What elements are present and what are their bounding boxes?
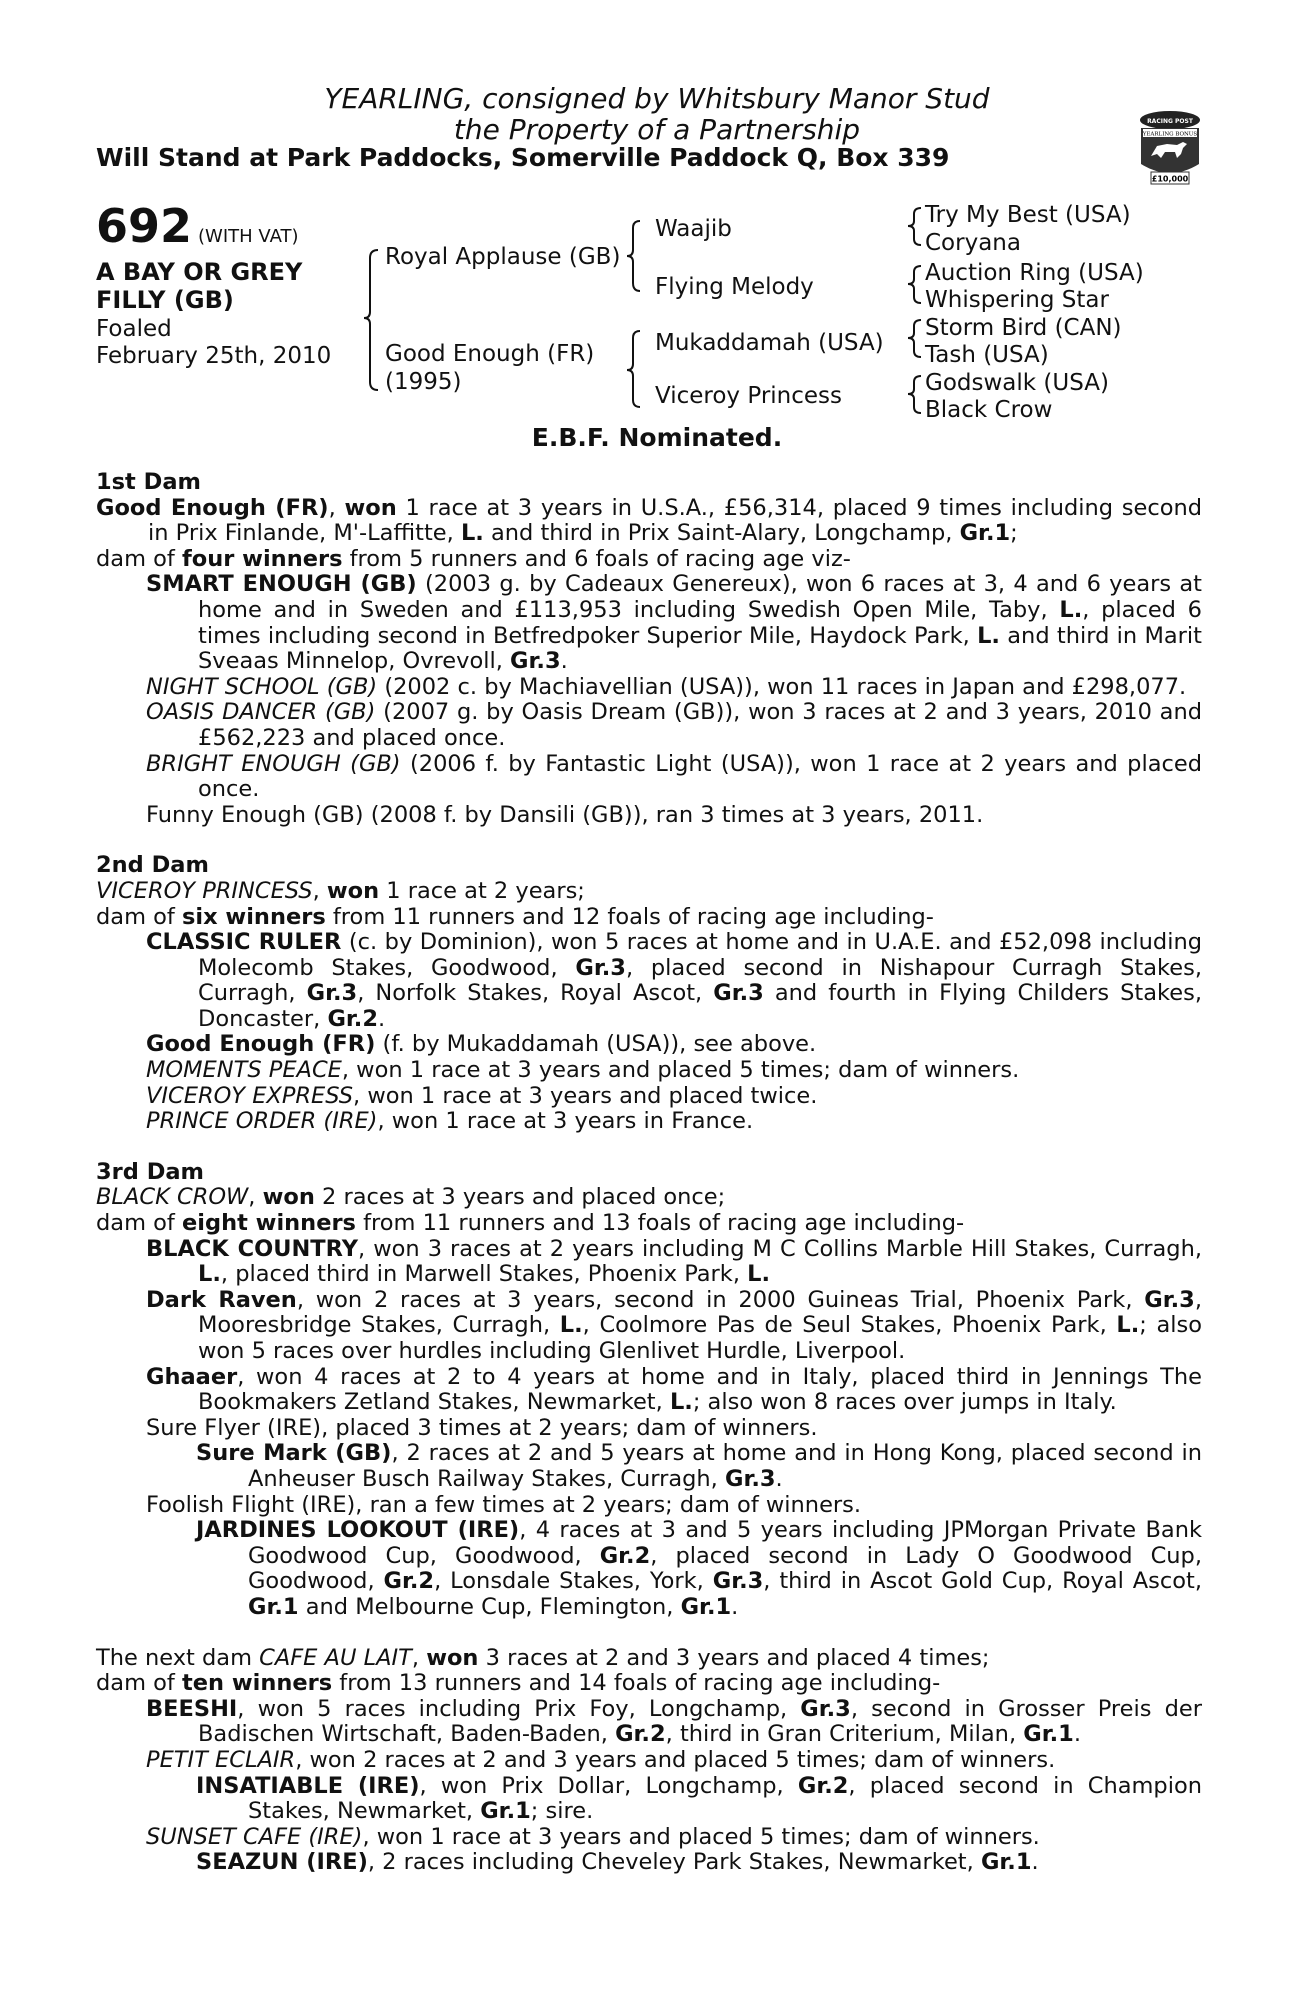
second-dam-produce-intro: dam of six winners from 11 runners and 12 foals of racing age including- bbox=[96, 903, 934, 930]
produce-entry: SUNSET CAFE (IRE), won 1 race at 3 years and placed 5 times; dam of winners. bbox=[146, 1823, 1040, 1850]
produce-entry: BRIGHT ENOUGH (GB) (2006 f. by Fantastic Light (USA)), won 1 race at 2 years and placed once. bbox=[146, 750, 1202, 803]
next-dam-para: The next dam CAFE AU LAIT, won 3 races at 2 and 3 years and placed 4 times; bbox=[96, 1644, 990, 1671]
produce-entry: OASIS DANCER (GB) (2007 g. by Oasis Dream (GB)), won 3 races at 2 and 3 years, 2010 and £562,223 and placed once. bbox=[146, 699, 1202, 751]
produce-entry: Foolish Flight (IRE), ran a few times at 2 years; dam of winners. bbox=[146, 1491, 862, 1518]
produce-entry: BLACK COUNTRY, won 3 races at 2 years including M C Collins Marble Hill Stakes, Curragh, L., placed third in Marwell Stakes, Phoenix Park, L. bbox=[146, 1235, 1202, 1288]
next-dam-produce-intro: dam of ten winners from 13 runners and 14 foals of racing age including- bbox=[96, 1670, 941, 1697]
ancestor-2: Coryana bbox=[925, 230, 1021, 256]
ebf-nominated: E.B.F. Nominated. bbox=[531, 423, 783, 452]
produce-entry: MOMENTS PEACE, won 1 race at 3 years and placed 5 times; dam of winners. bbox=[146, 1057, 1020, 1084]
produce-entry: INSATIABLE (IRE), won Prix Dollar, Longchamp, Gr.2, placed second in Champion Stakes, Newmarket, Gr.1; sire. bbox=[196, 1772, 1202, 1825]
produce-entry: Funny Enough (GB) (2008 f. by Dansili (GB)), ran 3 times at 3 years, 2011. bbox=[146, 801, 984, 828]
third-dam-para: BLACK CROW, won 2 races at 3 years and placed once; bbox=[96, 1184, 726, 1211]
dam-name: Good Enough (FR) bbox=[385, 341, 595, 367]
produce-entry: Good Enough (FR) (f. by Mukaddamah (USA)), see above. bbox=[146, 1031, 817, 1058]
first-dam-produce-intro: dam of four winners from 5 runners and 6 foals of racing age viz- bbox=[96, 545, 851, 572]
ancestor-1: Try My Best (USA) bbox=[925, 202, 1131, 228]
produce-entry: Ghaaer, won 4 races at 2 to 4 years at home and in Italy, placed third in Jennings The Bookmakers Zetland Stakes, Newmarket, L.; also won 8 races over jumps in Italy. bbox=[146, 1363, 1202, 1416]
produce-entry: Sure Mark (GB), 2 races at 2 and 5 years at home and in Hong Kong, placed second in Anheuser Busch Railway Stakes, Curragh, Gr.3. bbox=[196, 1440, 1203, 1492]
sire-dam-name: Flying Melody bbox=[655, 274, 814, 300]
produce-entry: Sure Flyer (IRE), placed 3 times at 2 years; dam of winners. bbox=[146, 1414, 818, 1441]
lot-number: 692 bbox=[96, 199, 193, 253]
foaled-label: Foaled bbox=[96, 316, 172, 342]
stand-location: Will Stand at Park Paddocks, Somerville Paddock Q, Box 339 bbox=[96, 143, 950, 172]
pedigree-brackets bbox=[0, 0, 1314, 440]
produce-entry: NIGHT SCHOOL (GB) (2002 c. by Machiavellian (USA)), won 11 races in Japan and £298,077. bbox=[146, 673, 1187, 700]
produce-entry: CLASSIC RULER (c. by Dominion), won 5 races at home and in U.A.E. and £52,098 including Molecomb Stakes, Goodwood, Gr.3, placed second in Nishapour Curragh Stakes, Curragh, Gr.3, Norfolk Stakes, Royal Ascot, Gr.3 and fourth in Flying Childers Stakes, Doncaster, Gr.2. bbox=[146, 929, 1202, 1032]
second-dam-para: VICEROY PRINCESS, won 1 race at 2 years; bbox=[96, 877, 585, 904]
produce-entry: JARDINES LOOKOUT (IRE), 4 races at 3 and 5 years including JPMorgan Private Bank Goodwood Cup, Goodwood, Gr.2, placed second in Lady O Goodwood Cup, Goodwood, Gr.2, Lonsdale Stakes, York, Gr.3, third in Ascot Gold Cup, Royal Ascot, Gr.1 and Melbourne Cup, Flemington, Gr.1. bbox=[196, 1517, 1202, 1620]
ancestor-5: Storm Bird (CAN) bbox=[925, 315, 1122, 341]
lot-vat: (WITH VAT) bbox=[198, 226, 299, 247]
produce-entry: BEESHI, won 5 races including Prix Foy, Longchamp, Gr.3, second in Grosser Preis der Badischen Wirtschaft, Baden-Baden, Gr.2, third in Gran Criterium, Milan, Gr.1. bbox=[146, 1695, 1202, 1748]
ancestor-3: Auction Ring (USA) bbox=[925, 260, 1144, 286]
third-dam-title: 3rd Dam bbox=[96, 1158, 204, 1185]
consignor-line: YEARLING, consigned by Whitsbury Manor Stud bbox=[324, 82, 990, 115]
produce-entry: SEAZUN (IRE), 2 races including Cheveley Park Stakes, Newmarket, Gr.1. bbox=[196, 1849, 1039, 1876]
lot-desc-line1: A BAY OR GREY bbox=[96, 258, 303, 286]
produce-entry: PRINCE ORDER (IRE), won 1 race at 3 years in France. bbox=[146, 1108, 754, 1135]
third-dam-produce-intro: dam of eight winners from 11 runners and 13 foals of racing age including- bbox=[96, 1210, 965, 1237]
first-dam-para: Good Enough (FR), won 1 race at 3 years in U.S.A., £56,314, placed 9 times including second in Prix Finlande, M'-Laffitte, L. and third in Prix Saint-Alary, Longchamp, Gr.1; bbox=[96, 494, 1203, 547]
badge-mid-text: YEARLING BONUS bbox=[1142, 131, 1198, 138]
produce-entry: PETIT ECLAIR, won 2 races at 2 and 3 years and placed 5 times; dam of winners. bbox=[146, 1746, 1056, 1773]
badge-amount: £10,000 bbox=[1151, 174, 1189, 184]
sire-name: Royal Applause (GB) bbox=[385, 244, 621, 270]
second-dam-title: 2nd Dam bbox=[96, 852, 209, 879]
dam-dam-name: Viceroy Princess bbox=[655, 383, 843, 409]
produce-entry: SMART ENOUGH (GB) (2003 g. by Cadeaux Genereux), won 6 races at 3, 4 and 6 years at home and in Sweden and £113,953 including Swedish Open Mile, Taby, L., placed 6 times including second in Betfredpoker Superior Mile, Haydock Park, L. and third in Marit Sveaas Minnelop, Ovrevoll, Gr.3. bbox=[146, 571, 1203, 675]
lot-desc-line2: FILLY (GB) bbox=[96, 286, 234, 314]
ancestor-6: Tash (USA) bbox=[925, 342, 1049, 368]
foaled-date: February 25th, 2010 bbox=[96, 343, 332, 369]
produce-entry: VICEROY EXPRESS, won 1 race at 3 years and placed twice. bbox=[146, 1082, 818, 1109]
dam-sire-name: Mukaddamah (USA) bbox=[655, 330, 884, 356]
ancestor-4: Whispering Star bbox=[925, 287, 1109, 313]
dam-year: (1995) bbox=[385, 369, 462, 395]
ancestor-7: Godswalk (USA) bbox=[925, 370, 1109, 396]
first-dam-title: 1st Dam bbox=[96, 469, 201, 495]
ancestor-8: Black Crow bbox=[925, 397, 1053, 423]
badge-top-text: RACING POST bbox=[1147, 118, 1193, 125]
produce-entry: Dark Raven, won 2 races at 3 years, second in 2000 Guineas Trial, Phoenix Park, Gr.3, Mooresbridge Stakes, Curragh, L., Coolmore Pas de Seul Stakes, Phoenix Park, L.; also won 5 races over hurdles including Glenlivet Hurdle, Liverpool. bbox=[146, 1286, 1203, 1364]
sire-sire-name: Waajib bbox=[655, 216, 732, 242]
pedigree-notes bbox=[96, 470, 1202, 1876]
property-line: the Property of a Partnership bbox=[453, 113, 861, 146]
